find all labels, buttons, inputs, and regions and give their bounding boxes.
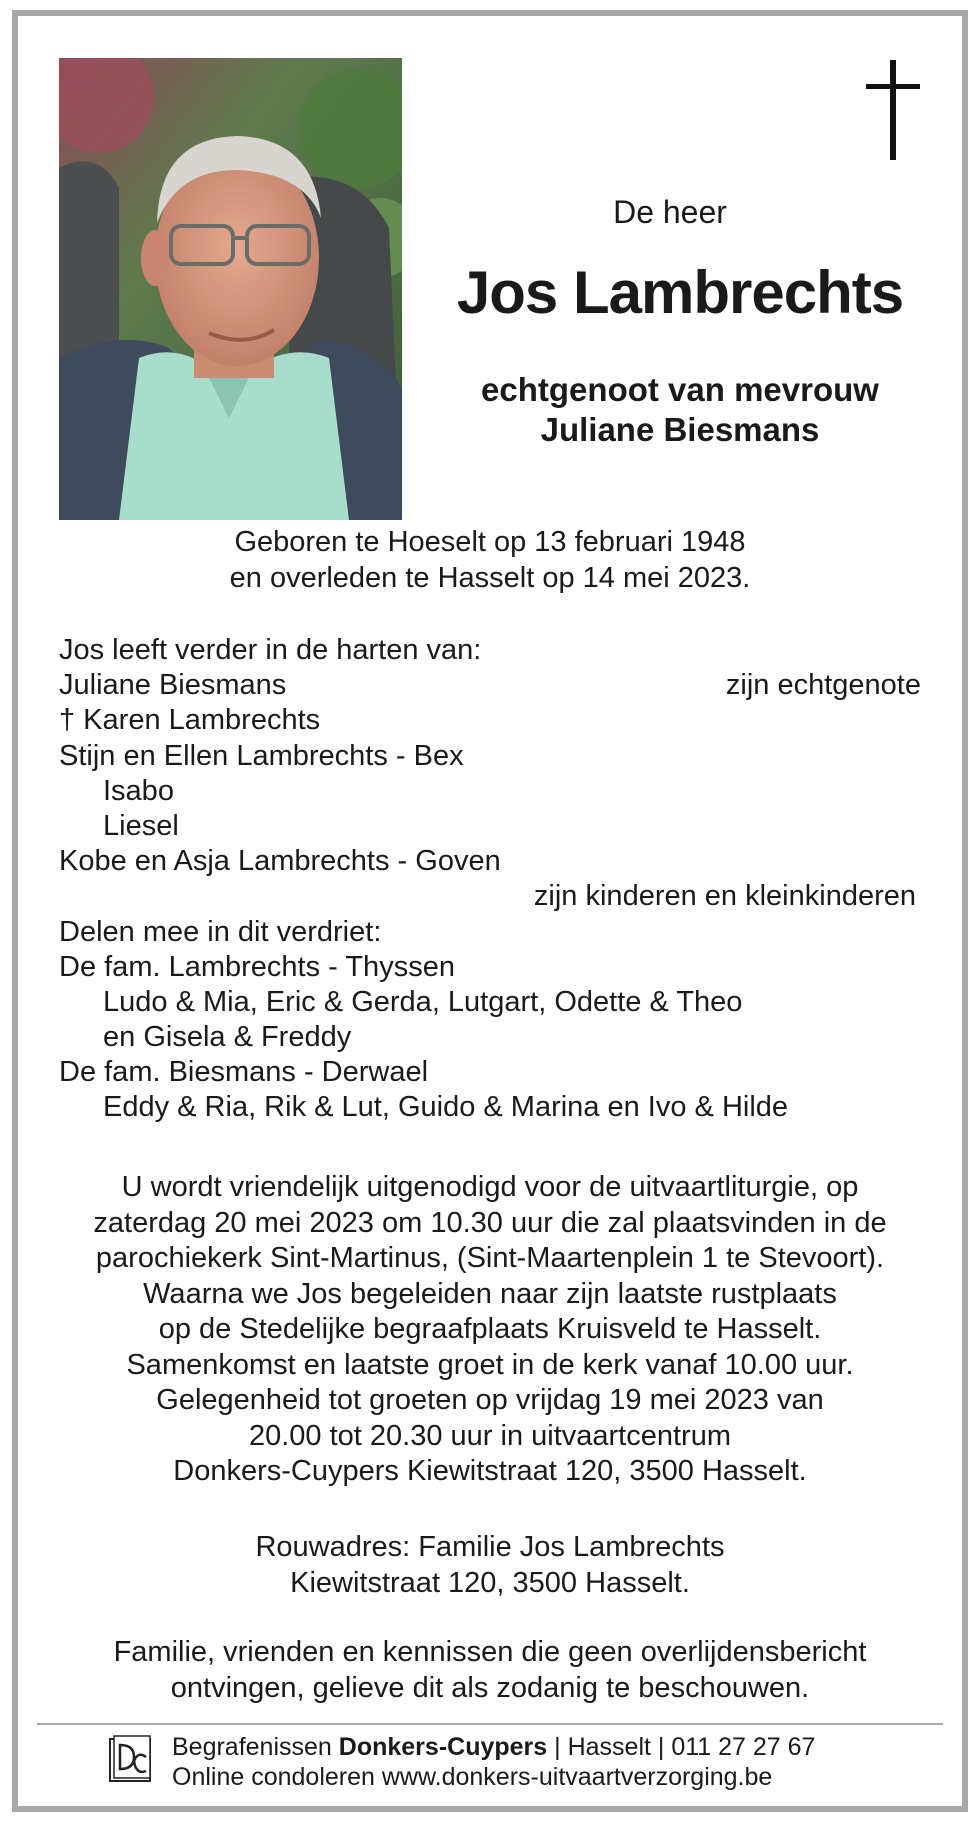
family-spouse-row bbox=[59, 668, 921, 703]
spouse-block bbox=[430, 370, 930, 450]
family-child-3: Kobe en Asja Lambrechts - Goven bbox=[59, 845, 501, 878]
family-grandchild-1: Isabo bbox=[103, 774, 174, 807]
footer-contact: | Hasselt | 011 27 27 67 bbox=[554, 1733, 816, 1761]
family-fam-1-members-1: Ludo & Mia, Eric & Gerda, Lutgart, Odette & Theo bbox=[103, 985, 743, 1018]
ceremony-line-1: U wordt vriendelijk uitgenodigd voor de uitvaartliturgie, op bbox=[121, 1171, 859, 1203]
ceremony-line-7: Gelegenheid tot groeten op vrijdag 19 mei 2023 van bbox=[156, 1384, 824, 1416]
family-share-intro: Delen mee in dit verdriet: bbox=[59, 915, 382, 948]
address-line-1: Rouwadres: Familie Jos Lambrechts bbox=[255, 1531, 725, 1563]
family-list bbox=[59, 633, 921, 1126]
ceremony-info bbox=[40, 1170, 940, 1490]
ceremony-line-9: Donkers-Cuypers Kiewitstraat 120, 3500 Hasselt. bbox=[173, 1455, 807, 1487]
family-fam-1: De fam. Lambrechts - Thyssen bbox=[59, 950, 455, 983]
ceremony-line-8: 20.00 tot 20.30 uur in uitvaartcentrum bbox=[248, 1419, 731, 1452]
ceremony-line-6: Samenkomst en laatste groet in de kerk vanaf 10.00 uur. bbox=[126, 1348, 854, 1381]
portrait-photo bbox=[59, 58, 402, 520]
ceremony-line-5: op de Stedelijke begraafplaats Kruisveld te Hasselt. bbox=[158, 1313, 822, 1345]
family-spouse-name: Juliane Biesmans bbox=[59, 669, 287, 702]
family-fam-1-members-2: en Gisela & Freddy bbox=[103, 1021, 352, 1054]
family-intro: Jos leeft verder in de harten van: bbox=[59, 634, 482, 666]
address-line-2: Kiewitstraat 120, 3500 Hasselt. bbox=[290, 1566, 690, 1599]
family-grandchild-2: Liesel bbox=[103, 809, 179, 842]
family-child-1: † Karen Lambrechts bbox=[59, 704, 321, 737]
notice-line-1: Familie, vrienden en kennissen die geen overlijdensbericht bbox=[113, 1636, 867, 1668]
deceased-name: Jos Lambrechts bbox=[456, 259, 904, 326]
footer-prefix: Begrafenissen bbox=[172, 1733, 332, 1761]
title-prefix: De heer bbox=[613, 194, 727, 230]
footer-online-condolence[interactable]: Online condoleren www.donkers-uitvaartverzorging.be bbox=[172, 1763, 773, 1791]
family-fam-2: De fam. Biesmans - Derwael bbox=[59, 1056, 429, 1089]
birth-line: Geboren te Hoeselt op 13 februari 1948 bbox=[234, 526, 746, 558]
funeral-home-logo bbox=[108, 1735, 154, 1785]
birth-death-block bbox=[59, 524, 921, 596]
notice-text bbox=[40, 1635, 940, 1706]
notice-line-2: ontvingen, gelieve dit als zodanig te beschouwen. bbox=[170, 1671, 810, 1704]
ceremony-line-2: zaterdag 20 mei 2023 om 10.30 uur die zal plaatsvinden in de bbox=[93, 1206, 887, 1239]
cross-icon bbox=[864, 60, 924, 160]
footer-divider bbox=[37, 1723, 943, 1725]
spouse-line-1: echtgenoot van mevrouw bbox=[481, 371, 879, 408]
family-fam-2-members: Eddy & Ria, Rik & Lut, Guido & Marina en Ivo & Hilde bbox=[103, 1091, 789, 1124]
footer-line-1 bbox=[172, 1732, 815, 1762]
family-children-label: zijn kinderen en kleinkinderen bbox=[533, 880, 916, 913]
family-spouse-label: zijn echtgenote bbox=[725, 669, 921, 702]
death-line: en overleden te Hasselt op 14 mei 2023. bbox=[229, 562, 751, 594]
footer-text bbox=[172, 1732, 815, 1792]
ceremony-line-3: parochiekerk Sint-Martinus, (Sint-Maartenplein 1 te Stevoort). bbox=[95, 1242, 885, 1274]
family-child-2: Stijn en Ellen Lambrechts - Bex bbox=[59, 739, 464, 772]
mourning-address bbox=[59, 1530, 921, 1601]
spouse-line-2: Juliane Biesmans bbox=[540, 411, 820, 448]
ceremony-line-4: Waarna we Jos begeleiden naar zijn laatste rustplaats bbox=[143, 1277, 837, 1310]
footer-company: Donkers-Cuypers bbox=[338, 1733, 548, 1761]
